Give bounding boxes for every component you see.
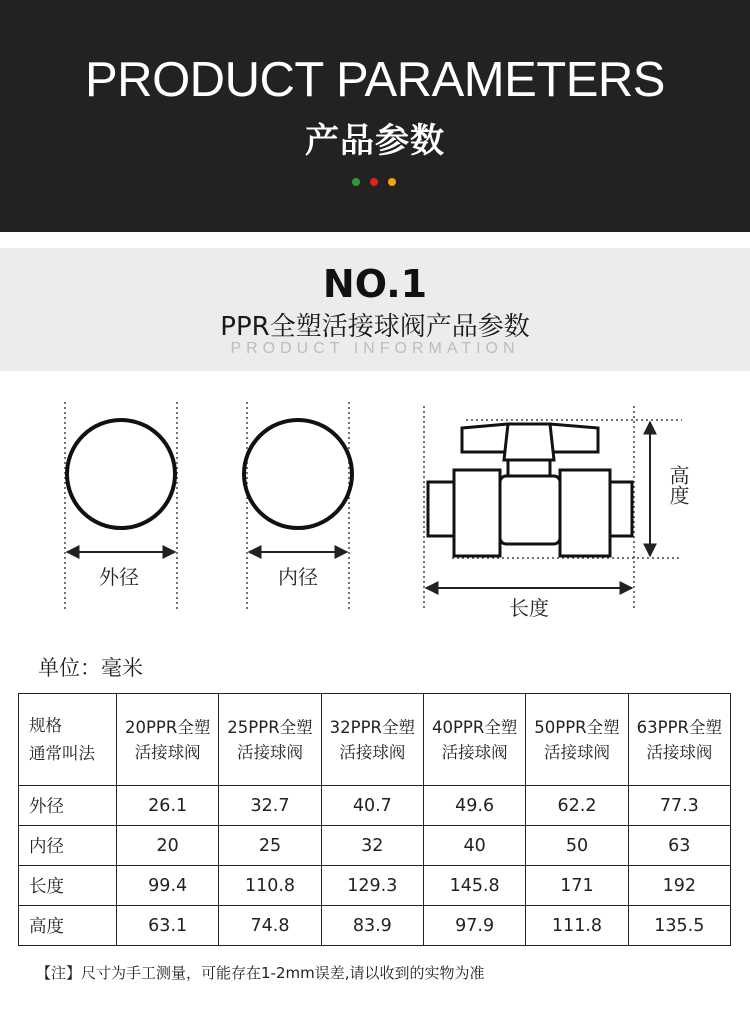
corner-line2: 通常叫法 [29,743,95,763]
table-cell: 192 [628,866,730,906]
section-number: NO.1 [322,262,428,306]
measurement-note: 【注】尺寸为手工测量，可能存在1-2mm误差,请以收到的实物为准 [36,964,485,982]
ball-valve-figure [424,406,682,610]
dimension-diagram [0,380,750,630]
table-cell: 77.3 [628,786,730,826]
inner-diameter-label: 内径 [275,561,321,590]
table-cell: 32.7 [219,786,321,826]
table-cell: 135.5 [628,906,730,946]
orange-dot [388,178,396,186]
table-cell: 63 [628,826,730,866]
section-title: PPR全塑活接球阀产品参数 [220,312,530,342]
column-header: 50PPR全塑 活接球阀 [526,694,628,786]
table-cell: 74.8 [219,906,321,946]
length-label: 长度 [506,592,552,621]
unit-label: 单位：毫米 [38,656,143,680]
height-label: 高度 [660,463,690,507]
table-cell: 50 [526,826,628,866]
table-cell: 63.1 [117,906,219,946]
table-cell: 97.9 [423,906,525,946]
table-cell: 40.7 [321,786,423,826]
table-row [19,826,731,866]
table-cell: 25 [219,826,321,866]
column-header: 32PPR全塑 活接球阀 [321,694,423,786]
spec-table [18,693,731,946]
table-cell: 99.4 [117,866,219,906]
column-header: 25PPR全塑 活接球阀 [219,694,321,786]
corner-line1: 规格 [29,715,62,735]
header-title-en: PRODUCT PARAMETERS [85,53,665,107]
color-dots [352,178,396,186]
table-cell: 171 [526,866,628,906]
section-subtitle: PRODUCT INFORMATION [230,340,520,357]
table-row [19,786,731,826]
table-cell: 32 [321,826,423,866]
row-label: 内径 [19,826,117,866]
column-header: 20PPR全塑 活接球阀 [117,694,219,786]
table-cell: 26.1 [117,786,219,826]
table-cell: 110.8 [219,866,321,906]
header-banner [0,0,750,232]
section-header [0,248,750,371]
table-row [19,906,731,946]
table-cell: 129.3 [321,866,423,906]
table-cell: 40 [423,826,525,866]
row-label: 高度 [19,906,117,946]
red-dot [370,178,378,186]
outer-diameter-label: 外径 [96,561,142,590]
table-cell: 111.8 [526,906,628,946]
row-label: 外径 [19,786,117,826]
table-corner-cell [19,694,117,786]
table-cell: 83.9 [321,906,423,946]
dimension-drawing [0,380,750,630]
table-cell: 49.6 [423,786,525,826]
table-cell: 62.2 [526,786,628,826]
table-row [19,866,731,906]
header-title-cn: 产品参数 [305,121,445,161]
column-header: 63PPR全塑 活接球阀 [628,694,730,786]
table-cell: 145.8 [423,866,525,906]
table-cell: 20 [117,826,219,866]
green-dot [352,178,360,186]
table-header-row [19,694,731,786]
row-label: 长度 [19,866,117,906]
column-header: 40PPR全塑 活接球阀 [423,694,525,786]
